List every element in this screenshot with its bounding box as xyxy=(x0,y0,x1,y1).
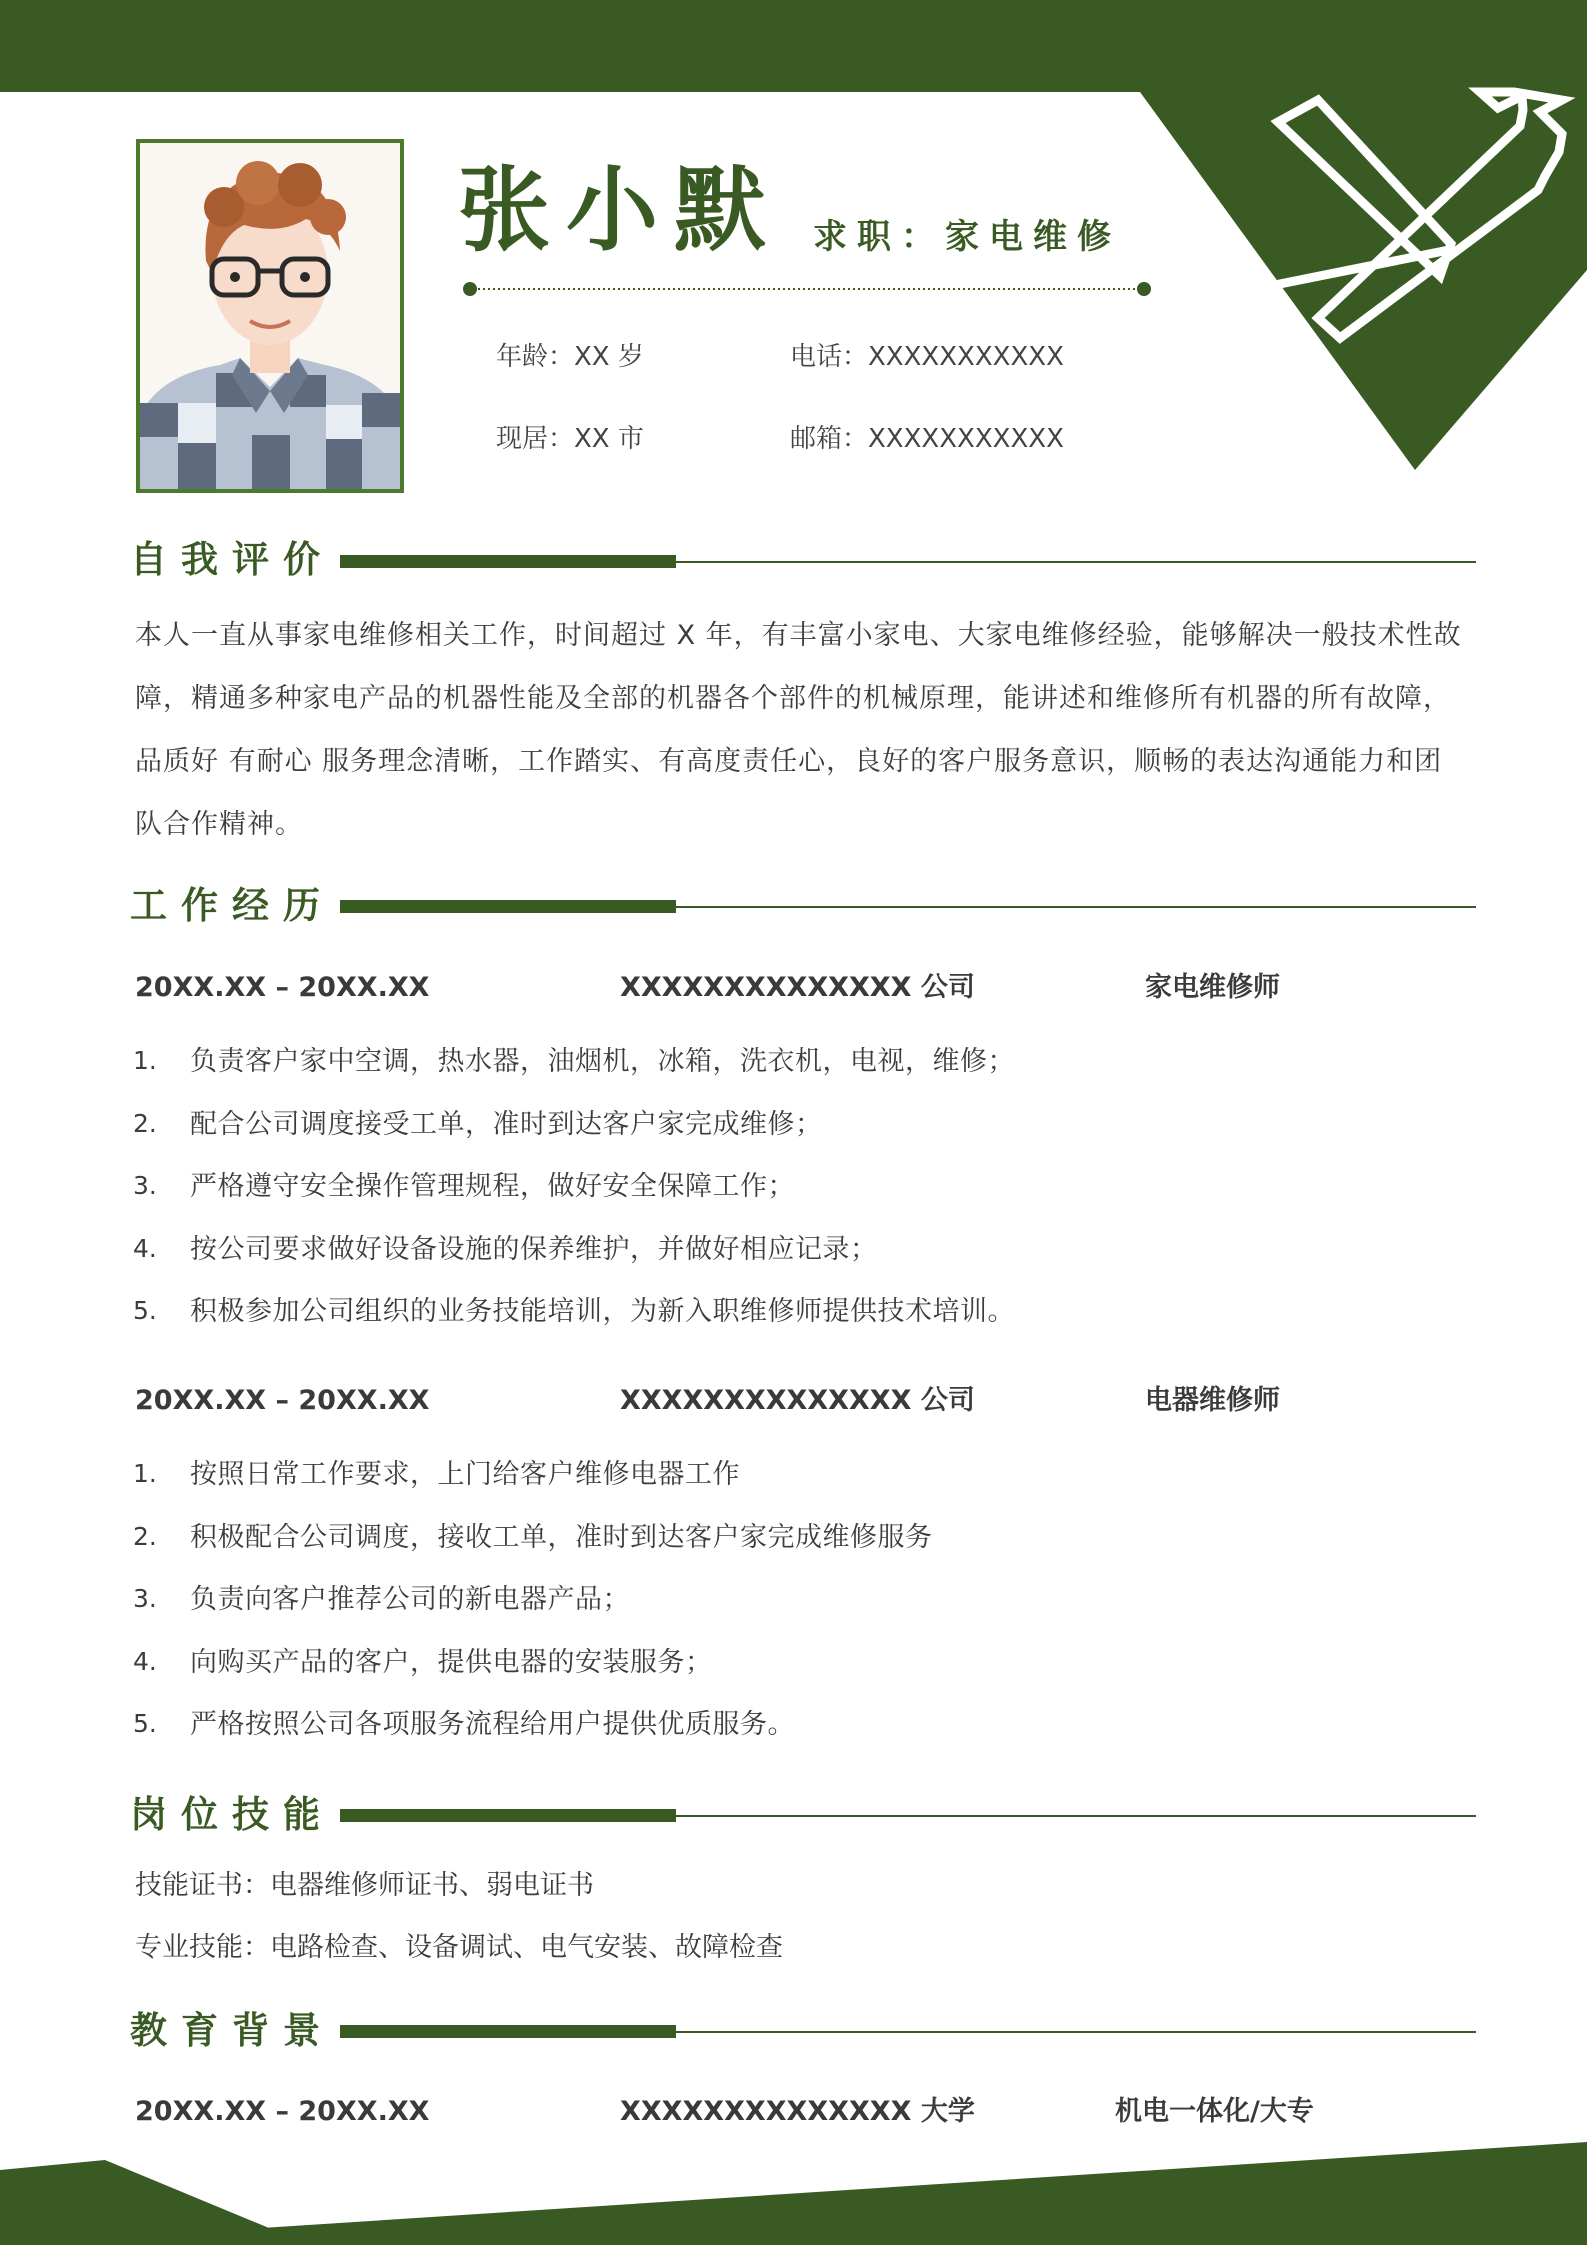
item-text: 按照日常工作要求，上门给客户维修电器工作 xyxy=(190,1459,740,1490)
item-number: 3. xyxy=(133,1584,157,1613)
section-title-education: 教育背景 xyxy=(130,2009,334,2052)
job-role: 家电维修师 xyxy=(1145,972,1280,1003)
section-bar xyxy=(340,900,676,913)
section-bar xyxy=(340,1809,676,1822)
section-title-work: 工作经历 xyxy=(130,884,334,927)
section-line xyxy=(676,2031,1476,2033)
job-role: 电器维修师 xyxy=(1145,1385,1280,1416)
education-date: 20XX.XX – 20XX.XX xyxy=(135,2096,430,2127)
skill-certificates: 技能证书：电器维修师证书、弱电证书 xyxy=(135,1870,594,1901)
section-bar xyxy=(340,2025,676,2038)
item-text: 负责客户家中空调，热水器，油烟机，冰箱，洗衣机，电视，维修； xyxy=(190,1046,1015,1077)
section-title-self-eval: 自我评价 xyxy=(130,538,334,581)
education-school: XXXXXXXXXXXXXX 大学 xyxy=(620,2096,975,2127)
job-company: XXXXXXXXXXXXXX 公司 xyxy=(620,972,975,1003)
item-text: 严格遵守安全操作管理规程，做好安全保障工作； xyxy=(190,1171,795,1202)
email-field: 邮箱：XXXXXXXXXXX xyxy=(790,424,1064,454)
item-text: 严格按照公司各项服务流程给用户提供优质服务。 xyxy=(190,1709,795,1740)
education-major: 机电一体化/大专 xyxy=(1115,2096,1314,2127)
item-number: 2. xyxy=(133,1108,157,1138)
job-date: 20XX.XX – 20XX.XX xyxy=(135,1385,430,1416)
section-line xyxy=(676,561,1476,563)
name-divider xyxy=(462,279,1152,299)
avatar xyxy=(140,143,400,489)
candidate-name: 张小默 xyxy=(458,157,783,264)
job-date: 20XX.XX – 20XX.XX xyxy=(135,972,430,1003)
footer-band xyxy=(0,2120,1587,2245)
job-title: 家电维修 xyxy=(945,217,1121,257)
item-text: 负责向客户推荐公司的新电器产品； xyxy=(190,1584,630,1615)
item-number: 4. xyxy=(133,1233,157,1263)
section-title-skills: 岗位技能 xyxy=(130,1793,334,1836)
phone-field: 电话：XXXXXXXXXXX xyxy=(790,342,1064,372)
item-number: 2. xyxy=(133,1521,157,1551)
self-eval-text: 本人一直从事家电维修相关工作，时间超过 X 年，有丰富小家电、大家电维修经验，能够解决一般技术性故障，精通多种家电产品的机器性能及全部的机器各个部件的机械原理，能讲述和维修所有机器的所有故障，品质好 有耐心 服务理念清晰，工作踏实、有高度责任心，良好的客户服务意识，顺畅的表达沟通能力和团队合作精神。 xyxy=(135,620,1462,840)
location-field: 现居：XX 市 xyxy=(496,424,644,454)
section-line xyxy=(676,1815,1476,1817)
item-number: 5. xyxy=(133,1709,157,1738)
job-label: 求职： xyxy=(813,217,945,257)
item-number: 3. xyxy=(133,1171,157,1200)
item-number: 1. xyxy=(133,1459,157,1488)
corner-wrench-decoration xyxy=(1100,0,1587,480)
item-text: 积极配合公司调度，接收工单，准时到达客户家完成维修服务 xyxy=(190,1521,933,1553)
item-number: 5. xyxy=(133,1296,157,1325)
item-text: 配合公司调度接受工单，准时到达客户家完成维修； xyxy=(190,1108,823,1140)
job-target xyxy=(813,217,1121,257)
item-text: 积极参加公司组织的业务技能培训，为新入职维修师提供技术培训。 xyxy=(190,1296,1015,1327)
item-number: 1. xyxy=(133,1046,157,1075)
item-number: 4. xyxy=(133,1646,157,1676)
item-text: 按公司要求做好设备设施的保养维护，并做好相应记录； xyxy=(190,1233,878,1265)
age-field: 年龄：XX 岁 xyxy=(496,342,644,372)
item-text: 向购买产品的客户，提供电器的安装服务； xyxy=(190,1646,713,1678)
section-bar xyxy=(340,555,676,568)
profile-photo xyxy=(136,139,404,493)
section-line xyxy=(676,906,1476,908)
job-company: XXXXXXXXXXXXXX 公司 xyxy=(620,1385,975,1416)
skill-professional: 专业技能：电路检查、设备调试、电气安装、故障检查 xyxy=(135,1932,783,1963)
